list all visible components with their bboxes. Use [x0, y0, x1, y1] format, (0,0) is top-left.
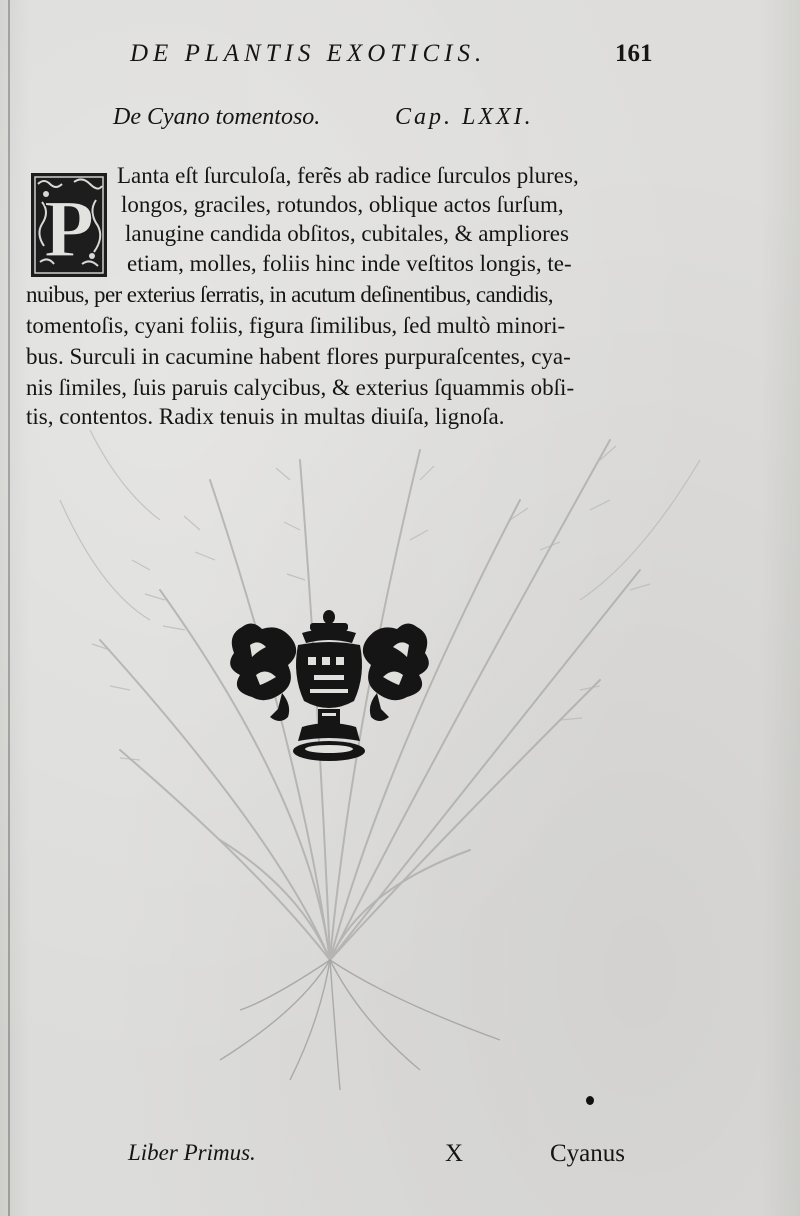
- text-line-1: Lanta eſt ſurculoſa, ferẽs ab radice ſurculos plures,: [117, 163, 579, 188]
- text-line-3: lanugine candida obſitos, cubitales, & ampliores: [125, 221, 569, 246]
- page-number: 161: [615, 40, 653, 67]
- text-line-9: tis, contentos. Radix tenuis in multas diuiſa, lignoſa.: [26, 404, 505, 429]
- chapter-number: Cap. LXXI.: [395, 104, 534, 130]
- text-line-7: bus. Surculi in cacumine habent flores purpuraſcentes, cya-: [26, 344, 571, 369]
- chapter-title: De Cyano tomentoso.: [113, 104, 321, 130]
- plant-illustration-showthrough: [0, 420, 800, 1120]
- text-line-8: nis ſimiles, ſuis paruis calycibus, & exterius ſquammis obſi-: [26, 375, 575, 400]
- catchword: Cyanus: [550, 1140, 625, 1167]
- running-head: DE PLANTIS EXOTICIS.: [130, 40, 487, 67]
- text-line-6: tomentoſis, cyani foliis, figura ſimilibus, ſed multò minori-: [26, 313, 566, 338]
- ink-spot: [586, 1096, 594, 1105]
- urn-ornament: [222, 605, 437, 770]
- signature-mark: X: [445, 1140, 464, 1167]
- text-line-2: longos, graciles, rotundos, oblique actos ſurſum,: [121, 192, 564, 217]
- text-line-4: etiam, molles, foliis hinc inde veſtitos longis, te-: [127, 251, 572, 276]
- footer-book-label: Liber Primus.: [128, 1140, 256, 1165]
- text-line-5: nuibus, per exterius ſerratis, in acutum deſinentibus, candidis,: [26, 282, 553, 307]
- svg-text:P: P: [43, 183, 95, 274]
- decorated-initial: [30, 172, 108, 278]
